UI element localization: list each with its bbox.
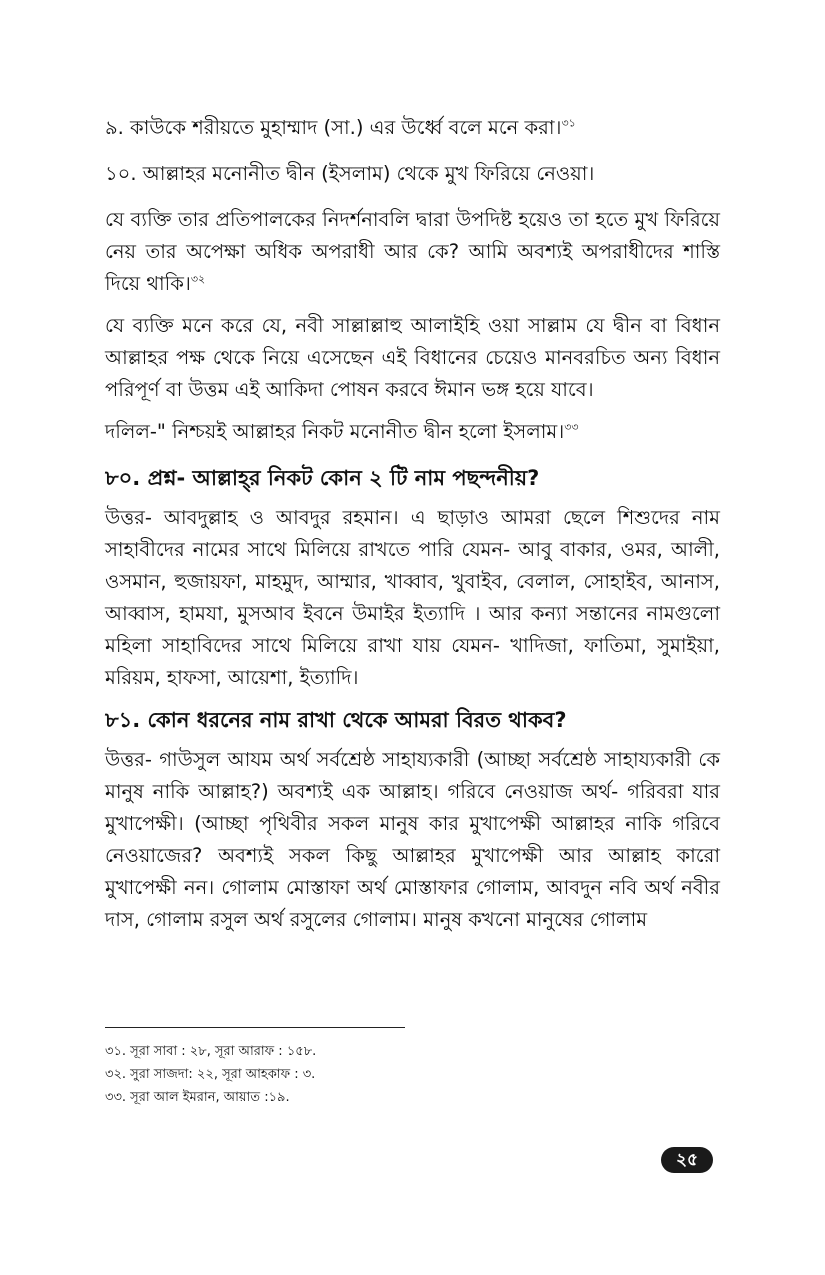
question-81-answer: উত্তর- গাউসুল আযম অর্থ সর্বশ্রেষ্ঠ সাহায্যকারী (আচ্ছা সর্বশ্রেষ্ঠ সাহায্যকারী কে মানুষ নাকি আল্লাহ?) অবশ্যই এক আল্লাহ। গরিবে নেওয়াজ অর্থ- গরিবরা যার মুখাপেক্ষী। (আচ্ছা পৃথিবীর সকল মানুষ কার মুখাপেক্ষী আল্লাহর নাকি গরিবে নেওয়াজের? অবশ্যই সকল কিছু আল্লাহর মুখাপেক্ষী আর আল্লাহ কারো মুখাপেক্ষী নন। গোলাম মোস্তাফা অর্থ মোস্তাফার গোলাম, আবদুন নবি অর্থ নবীর দাস, গোলাম রসুল অর্থ রসুলের গোলাম। মানুষ কখনো মানুষের গোলাম bbox=[105, 748, 720, 931]
footnote-ref-31[interactable]: ৩১ bbox=[561, 116, 576, 130]
footnote-ref-32[interactable]: ৩২ bbox=[190, 272, 206, 286]
evidence-paragraph: দলিল-" নিশ্চয়ই আল্লাহর নিকট মনোনীত দ্বীন হলো ইসলাম।$^{৩৩}$ bbox=[105, 420, 579, 443]
footnote-33: ৩৩. সূরা আল ইমরান, আয়াত :১৯. bbox=[105, 1090, 290, 1105]
footnote-ref-33[interactable]: ৩৩ bbox=[564, 420, 579, 434]
page-number-badge: ২৫ bbox=[661, 1147, 713, 1173]
item-9: ৯. কাউকে শরীয়তে মুহাম্মাদ (সা.) এর উর্ধ্বে বলে মনে করা।$^{৩১}$ bbox=[105, 116, 576, 139]
explanation-paragraph: যে ব্যক্তি মনে করে যে, নবী সাল্লাল্লাহু আলাইহি ওয়া সাল্লাম যে দ্বীন বা বিধান আল্লাহর পক্ষ থেকে নিয়ে এসেছেন এই বিধানের চেয়েও মানবরচিত অন্য বিধান পরিপূর্ণ বা উত্তম এই আকিদা পোষন করবে ঈমান ভঙ্গ হয়ে যাবে। bbox=[105, 314, 720, 401]
quran-quote: যে ব্যক্তি তার প্রতিপালকের নিদর্শনাবলি দ্বারা উপদিষ্ট হয়েও তা হতে মুখ ফিরিয়ে নেয় তার অপেক্ষা অধিক অপরাধী আর কে? আমি অবশ্যই অপরাধীদের শাস্তি দিয়ে থাকি।$^{৩২}$ bbox=[105, 208, 720, 295]
footnote-31: ৩১. সূরা সাবা : ২৮, সূরা আরাফ : ১৫৮. bbox=[105, 1044, 317, 1059]
footnote-32: ৩২. সুরা সাজদা: ২২, সূরা আহকাফ : ৩. bbox=[105, 1067, 316, 1082]
question-81-heading: ৮১. কোন ধরনের নাম রাখা থেকে আমরা বিরত থাকব? bbox=[105, 708, 567, 732]
page-body bbox=[105, 112, 720, 946]
item-10: ১০. আল্লাহর মনোনীত দ্বীন (ইসলাম) থেকে মুখ ফিরিয়ে নেওয়া। bbox=[105, 162, 595, 185]
question-80-heading: ৮০. প্রশ্ন- আল্লাহ্‌র নিকট কোন ২ টি নাম পছন্দনীয়? bbox=[105, 466, 540, 490]
footnotes bbox=[105, 1040, 605, 1109]
question-80-answer: উত্তর- আবদুল্লাহ ও আবদুর রহমান। এ ছাড়াও আমরা ছেলে শিশুদের নাম সাহাবীদের নামের সাথে মিলিয়ে রাখতে পারি যেমন- আবু বাকার, ওমর, আলী, ওসমান, হুজায়ফা, মাহমুদ, আম্মার, খাব্বাব, খুবাইব, বেলাল, সোহাইব, আনাস, আব্বাস, হামযা, মুসআব ইবনে উমাইর ইত্যাদি । আর কন্যা সন্তানের নামগুলো মহিলা সাহাবিদের সাথে মিলিয়ে রাখা যায় যেমন- খাদিজা, ফাতিমা, সুমাইয়া, মরিয়ম, হাফসা, আয়েশা, ইত্যাদি। bbox=[105, 506, 720, 689]
footnote-divider bbox=[105, 1027, 405, 1028]
